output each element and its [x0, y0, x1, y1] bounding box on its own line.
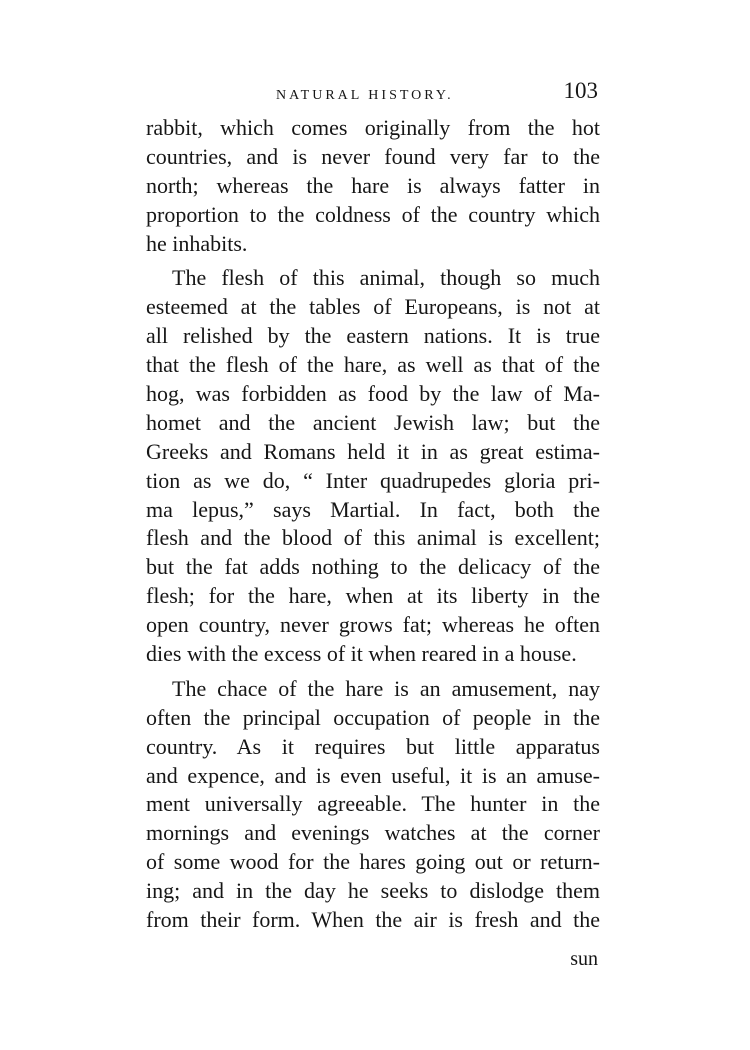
text-line: flesh; for the hare, when at its liberty in the	[146, 583, 600, 609]
text-line: but the fat adds nothing to the delicacy of the	[146, 554, 600, 580]
text-line: he inhabits.	[146, 230, 248, 256]
text-line: The flesh of this animal, though so much	[172, 265, 600, 291]
text-line: north; whereas the hare is always fatter in	[146, 172, 600, 198]
text-line: from their form. When the air is fresh and the	[146, 907, 600, 933]
text-line: ing; and in the day he seeks to dislodge them	[146, 878, 600, 904]
text-line: mornings and evenings watches at the corner	[146, 820, 600, 846]
text-line: The chace of the hare is an amusement, nay	[172, 675, 600, 701]
text-line: Greeks and Romans held it in as great estima-	[146, 438, 600, 464]
text-line: flesh and the blood of this animal is excellent;	[146, 525, 600, 551]
text-line: hog, was forbidden as food by the law of Ma-	[146, 381, 600, 407]
text-line: ma lepus,” says Martial. In fact, both the	[146, 496, 600, 522]
text-line: tion as we do, “ Inter quadrupedes gloria pri-	[146, 467, 600, 493]
text-line: dies with the excess of it when reared in a house.	[146, 641, 577, 667]
text-line: all relished by the eastern nations. It is true	[146, 323, 600, 349]
page-number: 103	[563, 78, 598, 103]
text-line: homet and the ancient Jewish law; but the	[146, 409, 600, 435]
running-head	[146, 78, 598, 114]
text-line: esteemed at the tables of Europeans, is not at	[146, 294, 600, 320]
text-line: and expence, and is even useful, it is an amuse-	[146, 762, 600, 788]
text-line: that the flesh of the hare, as well as that of the	[146, 352, 600, 378]
catchword: sun	[570, 948, 598, 970]
text-line: rabbit, which comes originally from the hot	[146, 115, 600, 140]
text-line: open country, never grows fat; whereas he often	[146, 612, 600, 638]
paragraph	[146, 114, 600, 258]
text-line: proportion to the coldness of the country which	[146, 201, 600, 227]
text-line: country. As it requires but little apparatus	[146, 733, 600, 759]
running-head-title: NATURAL HISTORY.	[276, 88, 454, 103]
text-line: countries, and is never found very far to the	[146, 143, 600, 169]
text-line: of some wood for the hares going out or return-	[146, 849, 600, 875]
paragraph	[146, 675, 600, 935]
text-line: often the principal occupation of people in the	[146, 704, 600, 730]
text-line: ment universally agreeable. The hunter in the	[146, 791, 600, 817]
paragraph	[146, 264, 600, 668]
body-text	[146, 114, 600, 935]
